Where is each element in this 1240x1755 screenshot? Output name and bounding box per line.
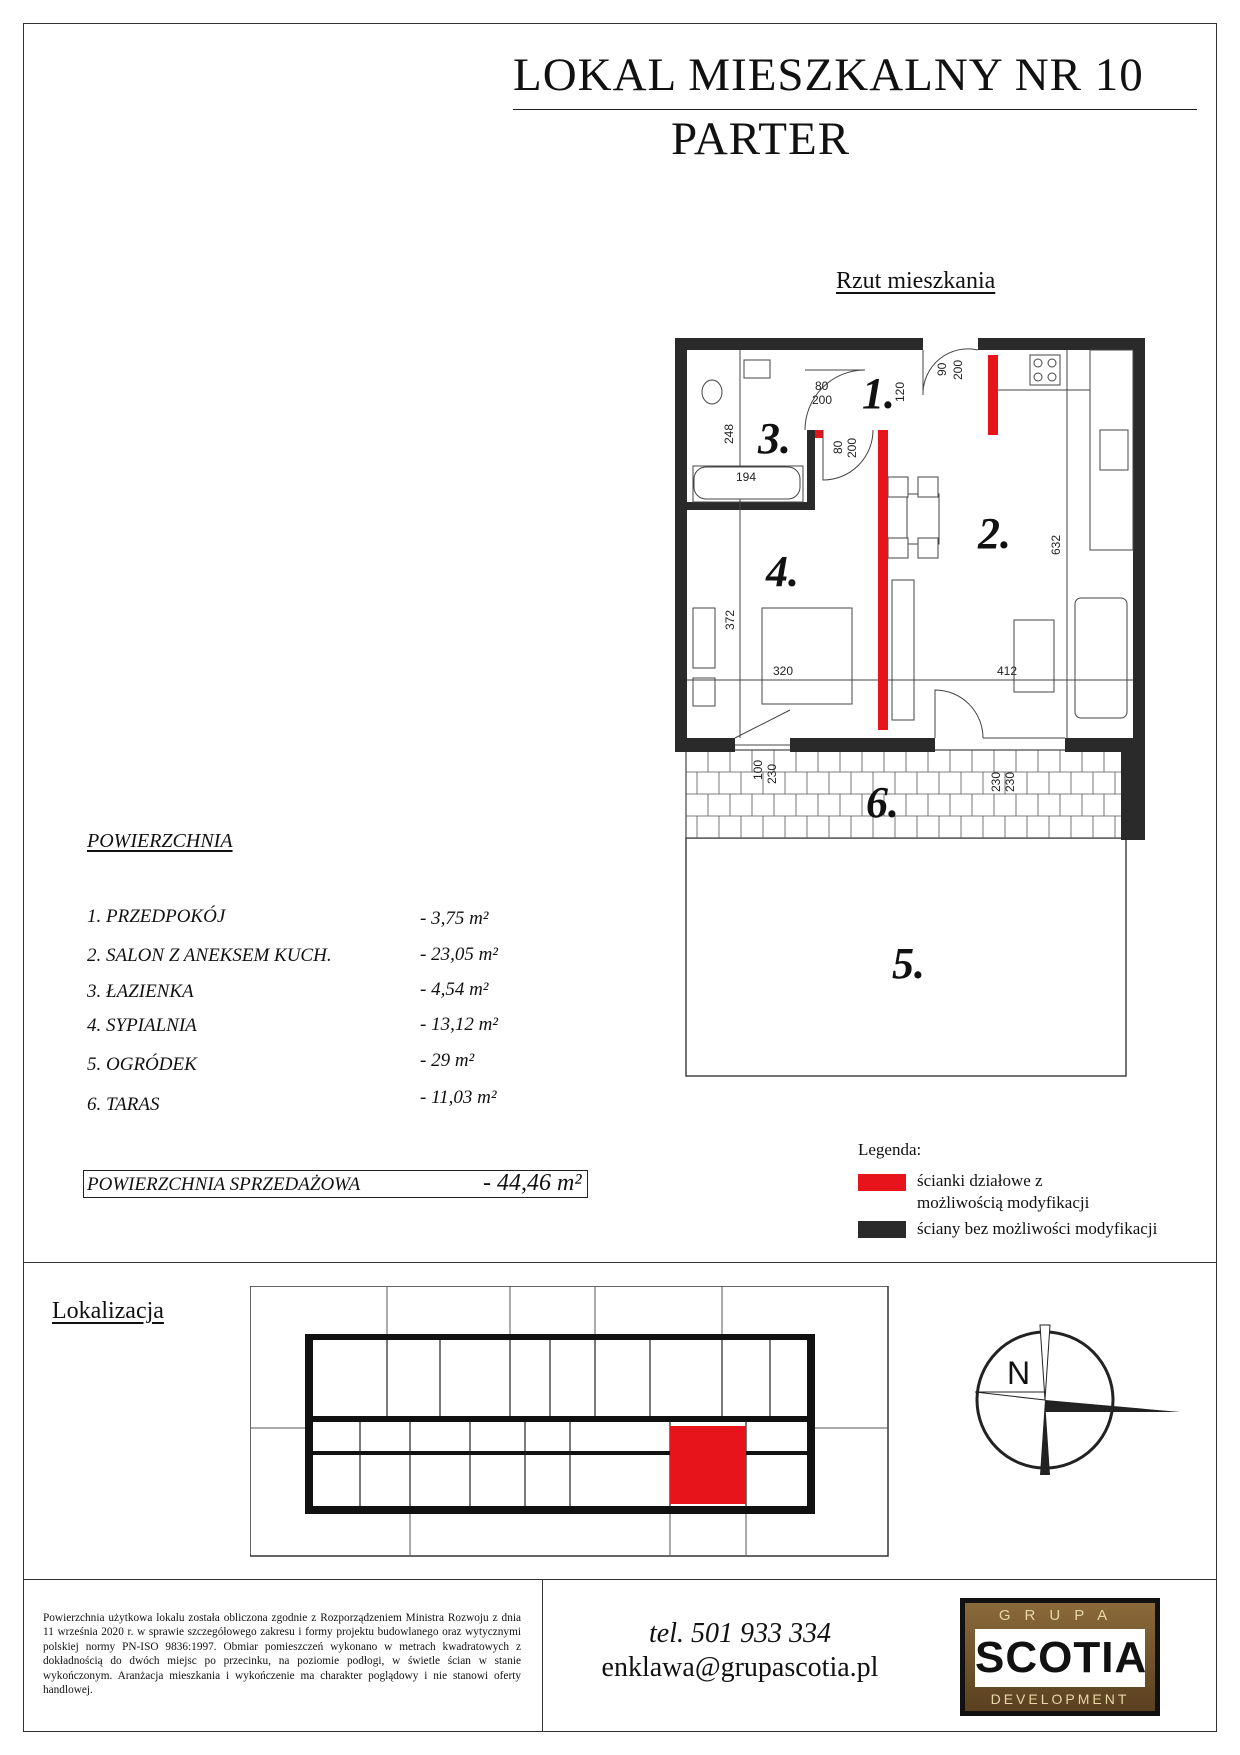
divider-footer-vertical <box>542 1579 543 1732</box>
room-name: 3. ŁAZIENKA <box>87 981 194 1002</box>
location-label: Lokalizacja <box>52 1298 164 1324</box>
svg-text:320: 320 <box>773 664 794 678</box>
svg-text:230: 230 <box>1003 771 1017 792</box>
apartment-highlight <box>670 1426 746 1504</box>
svg-text:200: 200 <box>845 437 859 458</box>
floor-plan <box>670 330 1150 1080</box>
legend-text: ścianki działowe z możliwością modyfikacji <box>917 1171 1090 1212</box>
legend-swatch-dark <box>858 1221 906 1238</box>
logo-main-text: SCOTIA <box>975 1629 1145 1687</box>
page-title: LOKAL MIESZKALNY NR 10 <box>513 49 1144 101</box>
dining-table <box>888 477 939 558</box>
company-logo <box>960 1598 1160 1716</box>
svg-text:230: 230 <box>765 763 779 784</box>
svg-text:1.: 1. <box>862 369 895 418</box>
svg-text:200: 200 <box>951 359 965 380</box>
svg-text:5.: 5. <box>892 939 925 988</box>
title-underline <box>513 109 1197 110</box>
room-area: - 13,12 m² <box>420 1014 498 1035</box>
room-area: - 4,54 m² <box>420 979 489 1000</box>
contact-email[interactable]: enklawa@grupascotia.pl <box>601 1652 879 1683</box>
svg-text:372: 372 <box>723 609 737 630</box>
logo-bottom-text: DEVELOPMENT <box>990 1691 1130 1707</box>
room-name: 1. PRZEDPOKÓJ <box>87 906 226 927</box>
room-name: 2. SALON Z ANEKSEM KUCH. <box>87 945 332 966</box>
svg-text:100: 100 <box>751 759 765 780</box>
total-area-value: - 44,46 m² <box>483 1170 582 1196</box>
svg-text:632: 632 <box>1049 534 1063 555</box>
room-area: - 29 m² <box>420 1050 475 1071</box>
svg-text:3.: 3. <box>758 414 791 463</box>
svg-text:412: 412 <box>997 664 1018 678</box>
legend-title: Legenda: <box>858 1140 922 1159</box>
svg-text:80: 80 <box>815 379 829 393</box>
plan-label: Rzut mieszkania <box>836 268 996 294</box>
room-area: - 3,75 m² <box>420 908 489 929</box>
divider-location <box>23 1262 1217 1263</box>
areas-heading: POWIERZCHNIA <box>87 830 233 852</box>
svg-text:200: 200 <box>812 393 833 407</box>
divider-footer <box>23 1579 1217 1580</box>
room-name: 5. OGRÓDEK <box>87 1054 197 1075</box>
site-plan <box>250 1286 890 1558</box>
svg-text:80: 80 <box>831 440 845 454</box>
compass-rose <box>945 1320 1185 1480</box>
room-area: - 11,03 m² <box>420 1087 497 1108</box>
legend-text: ściany bez możliwości modyfikacji <box>917 1219 1158 1238</box>
svg-text:120: 120 <box>893 381 907 402</box>
room-area: - 23,05 m² <box>420 944 498 965</box>
svg-text:248: 248 <box>722 423 736 444</box>
kitchen-counter <box>1030 350 1133 550</box>
logo-top-text: GRUPA <box>998 1607 1122 1624</box>
svg-text:2.: 2. <box>978 509 1011 558</box>
page-subtitle: PARTER <box>671 113 851 165</box>
svg-text:N: N <box>1007 1355 1031 1391</box>
svg-text:4.: 4. <box>766 547 799 596</box>
svg-text:230: 230 <box>989 771 1003 792</box>
svg-text:194: 194 <box>736 470 757 484</box>
legal-notes: Powierzchnia użytkowa lokalu została obliczona zgodnie z Rozporządzeniem Ministra Rozwoju z dnia 11 września 2020 r. w sprawie szczegółowego zakresu i formy projektu budowlanego oraz wytycznymi polskiej normy PN-ISO 9836:1997. Obmiar pomieszczeń wykonano w metrach kwadratowych z dokładnością do dwóch miejsc po przecinku, na poziomie podłogi, w świetle ścian w stanie wykończonym. Aranżacja mieszkania i wykończenie ma charakter poglądowy i nie stanowi oferty handlowej. <box>43 1612 521 1697</box>
svg-text:6.: 6. <box>866 778 899 827</box>
room-name: 4. SYPIALNIA <box>87 1015 197 1036</box>
total-area-label: POWIERZCHNIA SPRZEDAŻOWA <box>87 1174 361 1195</box>
room-name: 6. TARAS <box>87 1094 160 1115</box>
svg-text:90: 90 <box>935 362 949 376</box>
legend-swatch-red <box>858 1174 906 1191</box>
contact-phone[interactable]: tel. 501 933 334 <box>649 1618 831 1649</box>
